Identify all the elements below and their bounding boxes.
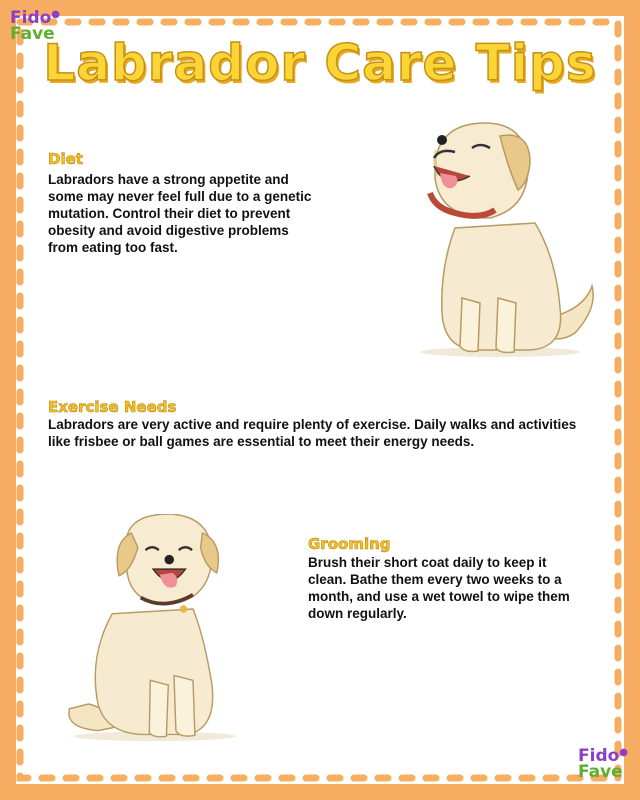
labrador-puppy-illustration: [400, 118, 600, 358]
logo-line2-bottom: Fave: [578, 762, 623, 783]
paw-icon: ●: [51, 9, 61, 20]
diet-heading: Diet: [48, 150, 83, 168]
page-title: Labrador Care Tips: [43, 34, 597, 92]
grooming-heading: Grooming: [308, 535, 391, 553]
diet-text: Labradors have a strong appetite and some may never feel full due to a genetic mutation. Control their diet to prevent obesity and avoid digestive problems from eating too fast.: [48, 172, 312, 255]
grooming-text: Brush their short coat daily to keep it clean. Bathe them every two weeks to a month, and use a wet towel to wipe them down regularly.: [308, 555, 570, 621]
logo-line1: Fido: [10, 8, 52, 28]
paw-icon: ●: [619, 747, 629, 758]
logo-line2: Fave: [10, 24, 55, 45]
logo-line1-bottom: Fido: [578, 746, 620, 766]
labrador-puppy-illustration-2: [60, 514, 250, 742]
exercise-text: Labradors are very active and require plenty of exercise. Daily walks and activities like frisbee or ball games are essential to meet their energy needs.: [48, 417, 577, 449]
brand-logo-bottom: [578, 746, 629, 783]
exercise-heading: Exercise Needs: [48, 398, 177, 416]
